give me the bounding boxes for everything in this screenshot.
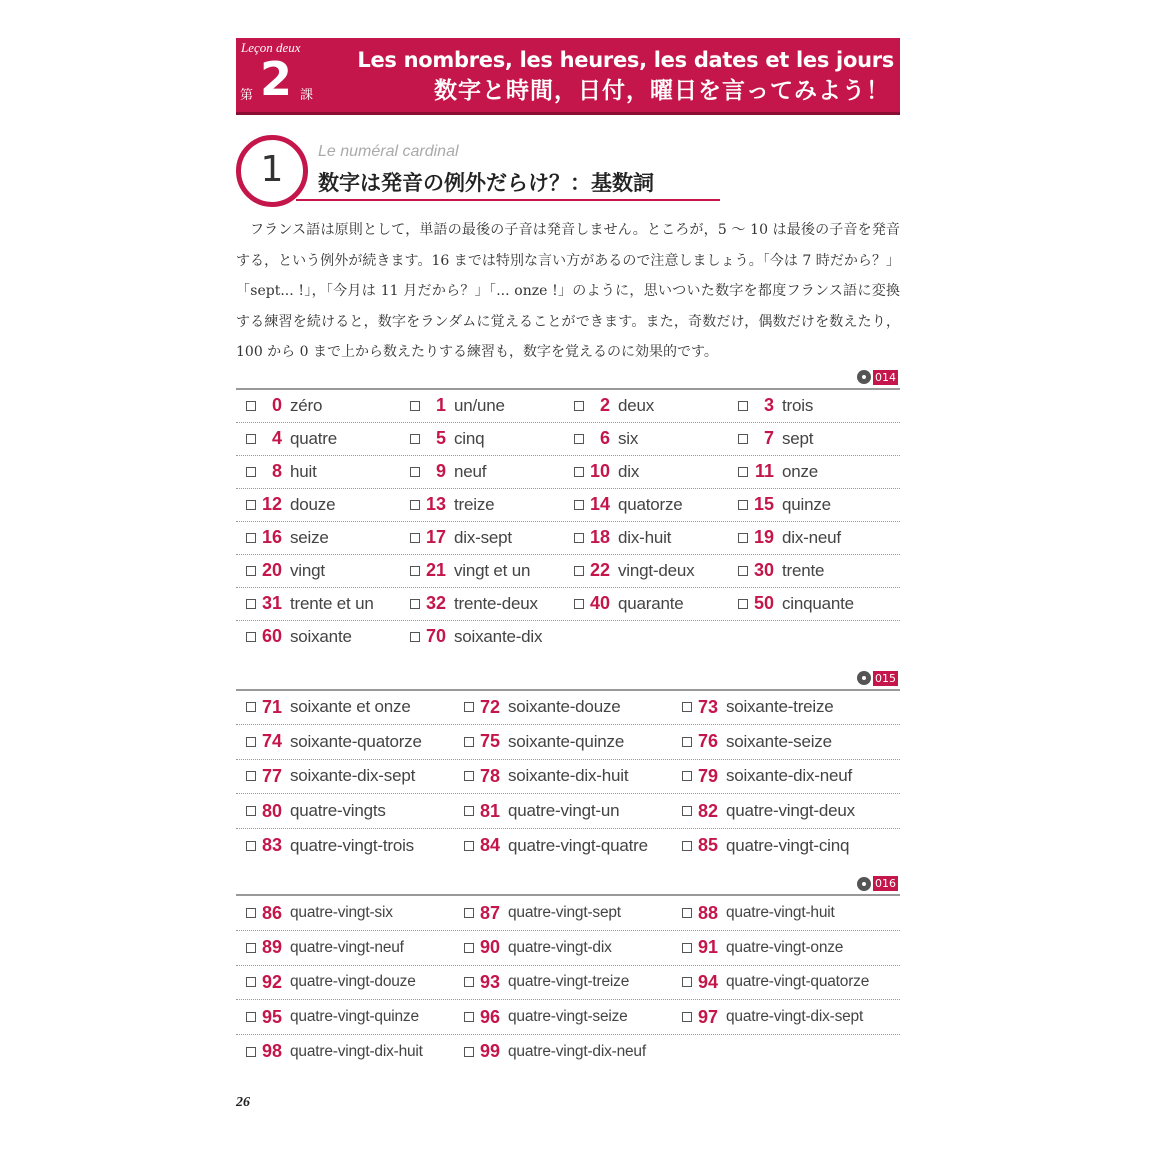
- french-word: quatre-vingt-dix-neuf: [508, 1042, 646, 1060]
- checkbox[interactable]: [246, 632, 256, 642]
- lesson-banner: [236, 38, 900, 115]
- checkbox[interactable]: [682, 702, 692, 712]
- numeral: 21: [425, 560, 446, 580]
- number-entry: [454, 937, 672, 958]
- numeral: 75: [479, 731, 500, 752]
- numeral: 9: [435, 461, 446, 481]
- french-word: quatre-vingt-dix-sept: [726, 1008, 864, 1026]
- french-word: trente-deux: [454, 593, 538, 613]
- french-word: sept: [782, 428, 814, 448]
- french-word: vingt et un: [454, 560, 531, 580]
- french-word: trente et un: [290, 593, 374, 613]
- number-entry: [400, 461, 564, 482]
- numeral: 13: [425, 494, 446, 514]
- number-entry: [236, 766, 454, 787]
- number-entry: [564, 560, 728, 581]
- numeral: 2: [599, 395, 610, 415]
- checkbox[interactable]: [464, 908, 474, 918]
- number-row: [236, 456, 900, 489]
- french-word: quatre-vingt-sept: [508, 904, 621, 922]
- number-entry: [400, 428, 564, 449]
- number-entry: [454, 697, 672, 718]
- number-entry: [236, 1041, 454, 1062]
- checkbox[interactable]: [464, 977, 474, 987]
- checkbox[interactable]: [738, 434, 748, 444]
- lesson-prefix: 第: [240, 88, 254, 103]
- french-word: cinquante: [782, 593, 854, 613]
- number-row: [236, 423, 900, 456]
- french-word: quatre-vingt-douze: [290, 973, 416, 991]
- numeral: 18: [589, 527, 610, 547]
- french-word: soixante-dix: [454, 626, 543, 646]
- number-entry: [236, 494, 400, 515]
- numbers-grid-71-85: [236, 689, 900, 863]
- checkbox[interactable]: [464, 771, 474, 781]
- checkbox[interactable]: [246, 1012, 256, 1022]
- french-word: soixante-dix-sept: [290, 766, 416, 786]
- numeral: 96: [479, 1006, 500, 1027]
- number-entry: [236, 801, 454, 822]
- checkbox[interactable]: [682, 841, 692, 851]
- checkbox[interactable]: [410, 632, 420, 642]
- lesson-title-jp: 数字と時間，日付，曜日を言ってみよう！: [434, 78, 890, 104]
- number-entry: [672, 937, 892, 958]
- french-word: soixante-dix-huit: [508, 766, 629, 786]
- french-word: soixante-douze: [508, 697, 621, 717]
- french-word: dix-neuf: [782, 527, 841, 547]
- checkbox[interactable]: [410, 533, 420, 543]
- cd-icon: [857, 370, 871, 384]
- number-entry: [400, 395, 564, 416]
- checkbox[interactable]: [574, 434, 584, 444]
- numeral: 12: [261, 494, 282, 514]
- track-number: 015: [875, 671, 896, 685]
- numeral: 89: [261, 937, 282, 958]
- number-entry: [454, 801, 672, 822]
- numeral: 80: [261, 800, 282, 821]
- checkbox[interactable]: [246, 467, 256, 477]
- audio-track-c: [236, 874, 900, 894]
- checkbox[interactable]: [246, 841, 256, 851]
- number-entry: [672, 903, 892, 924]
- number-entry: [236, 395, 400, 416]
- french-word: onze: [782, 461, 819, 481]
- number-row: [236, 760, 900, 795]
- numeral: 10: [589, 461, 610, 481]
- numeral: 3: [763, 395, 774, 415]
- numeral: 14: [589, 494, 610, 514]
- number-entry: [236, 428, 400, 449]
- number-entry: [728, 428, 892, 449]
- numeral: 20: [261, 560, 282, 580]
- number-row: [236, 794, 900, 829]
- french-word: huit: [290, 461, 317, 481]
- french-word: vingt: [290, 560, 325, 580]
- numeral: 17: [425, 527, 446, 547]
- section-subtitle-fr: Le numéral cardinal: [318, 143, 459, 160]
- number-entry: [564, 494, 728, 515]
- french-word: quatre-vingt-cinq: [726, 835, 850, 855]
- numeral: 32: [425, 593, 446, 613]
- checkbox[interactable]: [574, 500, 584, 510]
- french-word: soixante-quinze: [508, 731, 625, 751]
- checkbox[interactable]: [246, 401, 256, 411]
- numeral: 5: [435, 428, 446, 448]
- french-word: soixante et onze: [290, 697, 411, 717]
- french-word: soixante-seize: [726, 731, 832, 751]
- number-entry: [728, 395, 892, 416]
- number-entry: [454, 1041, 672, 1062]
- numeral: 98: [261, 1041, 282, 1062]
- numeral: 78: [479, 765, 500, 786]
- number-entry: [672, 972, 892, 993]
- numeral: 91: [697, 937, 718, 958]
- number-row: [236, 1035, 900, 1069]
- section-title-jp: 数字は発音の例外だらけ？：基数詞: [318, 171, 654, 195]
- number-row: [236, 829, 900, 863]
- number-entry: [454, 766, 672, 787]
- checkbox[interactable]: [738, 599, 748, 609]
- numeral: 97: [697, 1006, 718, 1027]
- numeral: 1: [435, 395, 446, 415]
- section-rule: [296, 199, 720, 201]
- french-word: un/une: [454, 395, 505, 415]
- french-word: quatre-vingt-dix: [508, 938, 612, 956]
- number-entry: [564, 593, 728, 614]
- track-badge[interactable]: [857, 876, 898, 891]
- french-word: quatre-vingt-neuf: [290, 938, 404, 956]
- number-entry: [454, 731, 672, 752]
- track-number: 014: [875, 370, 896, 384]
- cd-icon: [857, 671, 871, 685]
- checkbox[interactable]: [410, 434, 420, 444]
- numeral: 31: [261, 593, 282, 613]
- french-word: dix-sept: [454, 527, 512, 547]
- checkbox[interactable]: [246, 702, 256, 712]
- numeral: 40: [589, 593, 610, 613]
- checkbox[interactable]: [410, 401, 420, 411]
- french-word: quatorze: [618, 494, 683, 514]
- number-row: [236, 896, 900, 931]
- lesson-number: 2: [260, 52, 293, 106]
- number-entry: [236, 593, 400, 614]
- numeral: 76: [697, 731, 718, 752]
- checkbox[interactable]: [574, 467, 584, 477]
- checkbox[interactable]: [574, 599, 584, 609]
- numeral: 7: [763, 428, 774, 448]
- number-entry: [236, 835, 454, 856]
- french-word: soixante-treize: [726, 697, 834, 717]
- french-word: quatre: [290, 428, 338, 448]
- number-row: [236, 390, 900, 423]
- numeral: 60: [261, 626, 282, 646]
- french-word: quatre-vingt-quatre: [508, 835, 648, 855]
- audio-track-b: [236, 669, 900, 689]
- checkbox[interactable]: [738, 467, 748, 477]
- number-entry: [728, 593, 892, 614]
- numeral: 50: [753, 593, 774, 613]
- checkbox[interactable]: [410, 566, 420, 576]
- french-word: deux: [618, 395, 655, 415]
- number-entry: [672, 1007, 892, 1028]
- numeral: 87: [479, 902, 500, 923]
- number-entry: [400, 593, 564, 614]
- french-word: quarante: [618, 593, 684, 613]
- checkbox[interactable]: [246, 771, 256, 781]
- french-word: quinze: [782, 494, 831, 514]
- numeral: 83: [261, 835, 282, 856]
- number-row: [236, 691, 900, 726]
- french-word: soixante: [290, 626, 352, 646]
- checkbox[interactable]: [682, 1012, 692, 1022]
- numeral: 19: [753, 527, 774, 547]
- french-word: trente: [782, 560, 825, 580]
- numeral: 79: [697, 765, 718, 786]
- french-word: quatre-vingts: [290, 801, 386, 821]
- french-word: quatre-vingt-quatorze: [726, 973, 870, 991]
- numeral: 71: [261, 696, 282, 717]
- number-entry: [236, 937, 454, 958]
- number-entry: [564, 527, 728, 548]
- number-entry: [728, 560, 892, 581]
- checkbox[interactable]: [682, 806, 692, 816]
- checkbox[interactable]: [682, 943, 692, 953]
- numbers-grid-0-70: [236, 388, 900, 653]
- number-entry: [400, 527, 564, 548]
- number-entry: [236, 1007, 454, 1028]
- number-entry: [728, 527, 892, 548]
- numeral: 99: [479, 1041, 500, 1062]
- checkbox[interactable]: [464, 702, 474, 712]
- checkbox[interactable]: [464, 841, 474, 851]
- numeral: 30: [753, 560, 774, 580]
- lesson-suffix: 課: [300, 88, 314, 103]
- number-row: [236, 522, 900, 555]
- checkbox[interactable]: [246, 806, 256, 816]
- numbers-grid-86-99: [236, 894, 900, 1068]
- number-entry: [672, 835, 892, 856]
- number-entry: [728, 461, 892, 482]
- number-entry: [454, 903, 672, 924]
- track-badge[interactable]: [857, 370, 898, 385]
- number-entry: [400, 560, 564, 581]
- numeral: 85: [697, 835, 718, 856]
- number-entry: [454, 835, 672, 856]
- french-word: dix: [618, 461, 640, 481]
- number-entry: [400, 626, 564, 647]
- number-entry: [236, 731, 454, 752]
- numeral: 15: [753, 494, 774, 514]
- numeral: 94: [697, 971, 718, 992]
- number-entry: [236, 697, 454, 718]
- numeral: 92: [261, 971, 282, 992]
- cd-icon: [857, 877, 871, 891]
- french-word: douze: [290, 494, 336, 514]
- number-entry: [564, 461, 728, 482]
- numeral: 90: [479, 937, 500, 958]
- number-entry: [236, 972, 454, 993]
- checkbox[interactable]: [682, 737, 692, 747]
- numeral: 95: [261, 1006, 282, 1027]
- french-word: quatre-vingt-seize: [508, 1008, 628, 1026]
- numeral: 22: [589, 560, 610, 580]
- lesson-title-fr: Les nombres, les heures, les dates et les jours: [357, 48, 894, 72]
- checkbox[interactable]: [464, 943, 474, 953]
- french-word: soixante-quatorze: [290, 731, 422, 751]
- section-number-badge: [236, 135, 308, 207]
- french-word: soixante-dix-neuf: [726, 766, 853, 786]
- checkbox[interactable]: [464, 1012, 474, 1022]
- track-badge[interactable]: [857, 671, 898, 686]
- checkbox[interactable]: [574, 401, 584, 411]
- numeral: 88: [697, 902, 718, 923]
- checkbox[interactable]: [682, 977, 692, 987]
- numeral: 6: [599, 428, 610, 448]
- checkbox[interactable]: [410, 500, 420, 510]
- french-word: zéro: [290, 395, 323, 415]
- numeral: 4: [271, 428, 282, 448]
- numeral: 72: [479, 696, 500, 717]
- french-word: six: [618, 428, 639, 448]
- number-entry: [236, 903, 454, 924]
- number-row: [236, 725, 900, 760]
- intro-paragraph-text: フランス語は原則として，単語の最後の子音は発音しません。ところが，5 ～ 10 は最後の子音を発音する，という例外が続きます。16 までは特別な言い方があるので注意しましょう。「今は 7 時だから？」「sept... !」，「今月は 11 月だから？」「... onze !」のように，思いついた数字を都度フランス語に変換する練習を続けると，数字をランダムに覚えることができます。また，奇数だけ，偶数だけを数えたり，100 から 0 まで上から数えたりする練習も，数字を覚えるのに効果的です。: [236, 222, 900, 360]
- checkbox[interactable]: [738, 401, 748, 411]
- number-entry: [564, 395, 728, 416]
- number-entry: [672, 731, 892, 752]
- number-row: [236, 555, 900, 588]
- numeral: 0: [271, 395, 282, 415]
- french-word: quatre-vingt-deux: [726, 801, 855, 821]
- numeral: 70: [425, 626, 446, 646]
- number-entry: [236, 527, 400, 548]
- checkbox[interactable]: [246, 599, 256, 609]
- checkbox[interactable]: [246, 737, 256, 747]
- numeral: 84: [479, 835, 500, 856]
- french-word: quatre-vingt-un: [508, 801, 620, 821]
- checkbox[interactable]: [246, 1047, 256, 1057]
- checkbox[interactable]: [682, 771, 692, 781]
- french-word: quatre-vingt-dix-huit: [290, 1042, 423, 1060]
- page: [236, 38, 900, 1068]
- french-word: quatre-vingt-trois: [290, 835, 414, 855]
- number-row: [236, 931, 900, 966]
- number-entry: [672, 801, 892, 822]
- number-entry: [236, 626, 400, 647]
- number-row: [236, 621, 900, 653]
- numeral: 81: [479, 800, 500, 821]
- checkbox[interactable]: [410, 467, 420, 477]
- checkbox[interactable]: [738, 566, 748, 576]
- french-word: quatre-vingt-onze: [726, 938, 844, 956]
- number-row: [236, 966, 900, 1001]
- checkbox[interactable]: [246, 943, 256, 953]
- numeral: 74: [261, 731, 282, 752]
- numeral: 82: [697, 800, 718, 821]
- number-entry: [400, 494, 564, 515]
- checkbox[interactable]: [574, 566, 584, 576]
- intro-paragraph: [236, 215, 900, 368]
- page-number: 26: [236, 1095, 250, 1110]
- french-word: seize: [290, 527, 329, 547]
- french-word: quatre-vingt-treize: [508, 973, 630, 991]
- number-entry: [454, 972, 672, 993]
- audio-track-a: [236, 368, 900, 388]
- checkbox[interactable]: [464, 806, 474, 816]
- number-entry: [672, 697, 892, 718]
- checkbox[interactable]: [410, 599, 420, 609]
- section-heading: [236, 135, 900, 207]
- checkbox[interactable]: [738, 500, 748, 510]
- number-entry: [236, 560, 400, 581]
- section-number: 1: [260, 149, 284, 190]
- numeral: 8: [271, 461, 282, 481]
- checkbox[interactable]: [464, 737, 474, 747]
- track-number: 016: [875, 877, 896, 891]
- french-word: quatre-vingt-huit: [726, 904, 835, 922]
- lesson-label: Leçon deux: [241, 40, 301, 55]
- number-entry: [728, 494, 892, 515]
- numeral: 86: [261, 902, 282, 923]
- checkbox[interactable]: [246, 533, 256, 543]
- number-entry: [454, 1007, 672, 1028]
- french-word: quatre-vingt-six: [290, 904, 393, 922]
- number-row: [236, 588, 900, 621]
- french-word: neuf: [454, 461, 487, 481]
- checkbox[interactable]: [246, 434, 256, 444]
- number-row: [236, 489, 900, 522]
- checkbox[interactable]: [246, 977, 256, 987]
- french-word: cinq: [454, 428, 485, 448]
- french-word: trois: [782, 395, 814, 415]
- numeral: 11: [754, 461, 774, 481]
- french-word: vingt-deux: [618, 560, 695, 580]
- checkbox[interactable]: [738, 533, 748, 543]
- checkbox[interactable]: [682, 908, 692, 918]
- numeral: 77: [261, 765, 282, 786]
- checkbox[interactable]: [574, 533, 584, 543]
- french-word: treize: [454, 494, 495, 514]
- number-entry: [236, 461, 400, 482]
- numeral: 73: [697, 696, 718, 717]
- checkbox[interactable]: [246, 500, 256, 510]
- number-entry: [672, 766, 892, 787]
- french-word: quatre-vingt-quinze: [290, 1008, 419, 1026]
- checkbox[interactable]: [246, 908, 256, 918]
- checkbox[interactable]: [246, 566, 256, 576]
- number-entry: [564, 428, 728, 449]
- french-word: dix-huit: [618, 527, 672, 547]
- numeral: 16: [261, 527, 282, 547]
- number-row: [236, 1000, 900, 1035]
- numeral: 93: [479, 971, 500, 992]
- checkbox[interactable]: [464, 1047, 474, 1057]
